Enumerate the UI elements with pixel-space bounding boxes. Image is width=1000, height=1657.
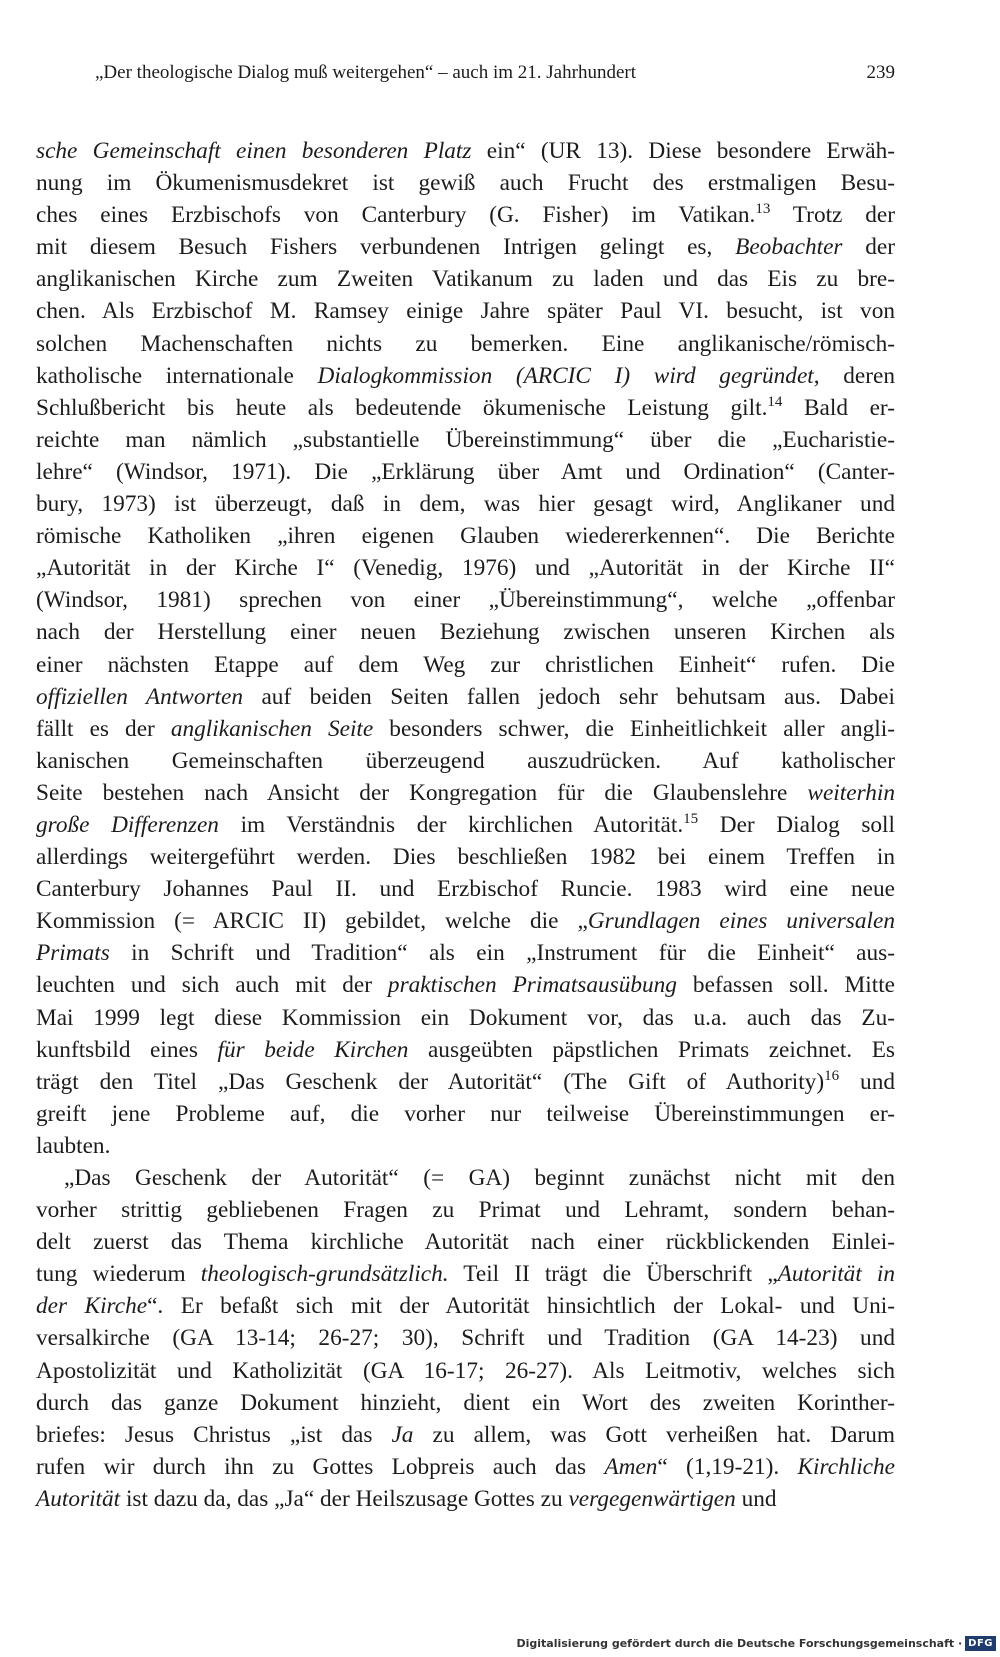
italic-text: vergegenwärtigen bbox=[568, 1485, 736, 1512]
text-segment: ches eines Erzbischofs von Canterbury (G. Fisher) im Vatikan. bbox=[36, 202, 756, 229]
italic-text: praktischen Primatsausübung bbox=[387, 972, 677, 999]
text-line bbox=[36, 905, 895, 937]
text-line bbox=[36, 841, 895, 873]
text-line bbox=[36, 424, 895, 456]
italic-text: theologisch-grundsätzlich. bbox=[200, 1261, 449, 1288]
text-segment: einer nächsten Etappe auf dem Weg zur christlichen Einheit“ rufen. Die bbox=[36, 651, 895, 678]
text-segment: delt zuerst das Thema kirchliche Autorität nach einer rückblickenden Einlei- bbox=[36, 1229, 895, 1256]
text-line bbox=[36, 135, 895, 167]
text-line bbox=[36, 1258, 895, 1290]
italic-text: Beobachter bbox=[735, 234, 843, 261]
italic-text: anglikanischen Seite bbox=[170, 715, 374, 742]
text-line bbox=[36, 1066, 895, 1098]
text-line bbox=[36, 649, 895, 681]
text-segment: lehre“ (Windsor, 1971). Die „Erklärung über Amt und Ordination“ (Canter- bbox=[36, 458, 895, 485]
text-line bbox=[36, 1322, 895, 1354]
text-line bbox=[36, 1226, 895, 1258]
footnote-ref: 14 bbox=[767, 393, 783, 410]
footnote-ref: 15 bbox=[683, 810, 699, 827]
italic-text: weiterhin bbox=[807, 779, 895, 806]
text-segment: Der Dialog soll bbox=[698, 811, 896, 838]
text-segment: solchen Machenschaften nichts zu bemerken. Eine anglikanische/römisch- bbox=[36, 330, 895, 357]
text-line bbox=[36, 584, 895, 616]
text-line bbox=[36, 1290, 895, 1322]
text-line bbox=[36, 295, 895, 327]
text-segment: fällt es der bbox=[36, 715, 171, 742]
text-segment: bury, 1973) ist überzeugt, daß in dem, was hier gesagt wird, Anglikaner und bbox=[36, 491, 895, 518]
text-line bbox=[36, 1483, 895, 1515]
text-segment: Canterbury Johannes Paul II. und Erzbischof Runcie. 1983 wird eine neue bbox=[36, 876, 895, 903]
italic-text: Kirchliche bbox=[797, 1453, 895, 1480]
footer-credit: Digitalisierung gefördert durch die Deutsche Forschungsgemeinschaft · bbox=[516, 1636, 963, 1650]
text-line bbox=[36, 199, 895, 231]
text-segment: “ (1,19-21). bbox=[657, 1453, 798, 1480]
text-segment: Teil II trägt die Überschrift „ bbox=[448, 1261, 778, 1288]
text-segment: im Verständnis der kirchlichen Autorität. bbox=[218, 811, 684, 838]
text-line bbox=[36, 1387, 895, 1419]
text-line bbox=[36, 969, 895, 1001]
text-line bbox=[36, 1451, 895, 1483]
italic-text: Dialogkommission (ARCIC I) wird gegründet bbox=[317, 362, 814, 389]
italic-text: Ja bbox=[391, 1421, 414, 1448]
text-line bbox=[36, 616, 895, 648]
text-segment: zu allem, was Gott verheißen hat. Darum bbox=[413, 1421, 895, 1448]
text-segment: laubten. bbox=[36, 1132, 111, 1159]
footer-banner bbox=[516, 1633, 996, 1653]
text-line bbox=[36, 1098, 895, 1130]
text-segment: befassen soll. Mitte bbox=[676, 972, 896, 999]
text-segment: “. Er befaßt sich mit der Autorität hinsichtlich der Lokal- und Uni- bbox=[147, 1293, 896, 1320]
text-line bbox=[36, 745, 895, 777]
text-segment: durch das ganze Dokument hinzieht, dient ein Wort des zweiten Korinther- bbox=[36, 1389, 895, 1416]
text-line bbox=[36, 1002, 895, 1034]
text-segment: Apostolizität und Katholizität (GA 16-17; 26-27). Als Leitmotiv, welches sich bbox=[36, 1357, 895, 1384]
text-segment: ist dazu da, das „Ja“ der Heilszusage Gottes zu bbox=[120, 1485, 569, 1512]
text-line bbox=[36, 1162, 895, 1194]
text-segment: Trotz der bbox=[770, 202, 895, 229]
running-title: „Der theologische Dialog muß weitergehen“ – auch im 21. Jahrhundert bbox=[95, 62, 636, 83]
text-segment: mit diesem Besuch Fishers verbundenen Intrigen gelingt es, bbox=[36, 234, 736, 261]
text-segment: in Schrift und Tradition“ als ein „Instrument für die Einheit“ aus- bbox=[109, 940, 895, 967]
text-line bbox=[36, 809, 895, 841]
text-line bbox=[36, 456, 895, 488]
italic-text: offiziellen Antworten bbox=[36, 683, 243, 710]
text-segment: (Windsor, 1981) sprechen von einer „Übereinstimmung“, welche „offenbar bbox=[36, 587, 895, 614]
dfg-logo: DFG bbox=[965, 1636, 996, 1651]
text-segment: greift jene Probleme auf, die vorher nur teilweise Übereinstimmungen er- bbox=[36, 1100, 895, 1127]
text-segment: kanischen Gemeinschaften überzeugend auszudrücken. Auf katholischer bbox=[36, 747, 895, 774]
text-segment: ausgeübten päpstlichen Primats zeichnet. Es bbox=[408, 1036, 895, 1063]
text-segment: und bbox=[839, 1068, 895, 1095]
text-segment: Kommission (= ARCIC II) gebildet, welche die „ bbox=[36, 908, 588, 935]
text-segment: „Autorität in der Kirche I“ (Venedig, 1976) und „Autorität in der Kirche II“ bbox=[36, 555, 895, 582]
text-segment: tung wiederum bbox=[36, 1261, 201, 1288]
text-line bbox=[36, 937, 895, 969]
text-segment: Seite bestehen nach Ansicht der Kongregation für die Glaubenslehre bbox=[36, 779, 808, 806]
italic-text: Grundlagen eines universalen bbox=[587, 908, 895, 935]
text-segment: kunftsbild eines bbox=[36, 1036, 218, 1063]
text-line bbox=[36, 488, 895, 520]
text-segment: vorher strittig gebliebenen Fragen zu Primat und Lehramt, sondern behan- bbox=[36, 1197, 895, 1224]
text-segment: rufen wir durch ihn zu Gottes Lobpreis auch das bbox=[36, 1453, 605, 1480]
text-segment: trägt den Titel „Das Geschenk der Autorität“ (The Gift of Authority) bbox=[36, 1068, 825, 1095]
text-line bbox=[36, 1194, 895, 1226]
text-segment: versalkirche (GA 13-14; 26-27; 30), Schrift und Tradition (GA 14-23) und bbox=[36, 1325, 895, 1352]
text-segment: auf beiden Seiten fallen jedoch sehr behutsam aus. Dabei bbox=[243, 683, 895, 710]
text-line bbox=[36, 552, 895, 584]
text-line bbox=[36, 713, 895, 745]
text-segment: katholische internationale bbox=[36, 362, 318, 389]
text-segment: nung im Ökumenismusdekret ist gewiß auch Frucht des erstmaligen Besu- bbox=[36, 170, 895, 197]
text-line bbox=[36, 360, 895, 392]
text-line bbox=[36, 873, 895, 905]
text-segment: reichte man nämlich „substantielle Übereinstimmung“ über die „Eucharistie- bbox=[36, 426, 895, 453]
text-line bbox=[36, 328, 895, 360]
italic-text: Amen bbox=[604, 1453, 658, 1480]
footnote-ref: 13 bbox=[755, 201, 771, 218]
text-segment: Schlußbericht bis heute als bedeutende ökumenische Leistung gilt. bbox=[36, 394, 768, 421]
text-line bbox=[36, 1419, 895, 1451]
text-segment: römische Katholiken „ihren eigenen Glauben wiedererkennen“. Die Berichte bbox=[36, 523, 895, 550]
text-segment: Mai 1999 legt diese Kommission ein Dokument vor, das u.a. auch das Zu- bbox=[36, 1004, 895, 1031]
text-line bbox=[36, 167, 895, 199]
page-number: 239 bbox=[866, 62, 895, 83]
text-segment: „Das Geschenk der Autorität“ (= GA) beginnt zunächst nicht mit den bbox=[64, 1165, 895, 1191]
italic-text: der Kirche bbox=[36, 1293, 148, 1320]
italic-text: sche Gemeinschaft einen besonderen Platz bbox=[36, 138, 472, 164]
text-segment: allerdings weitergeführt werden. Dies beschließen 1982 bei einem Treffen in bbox=[36, 844, 895, 871]
italic-text: große Differenzen bbox=[36, 811, 219, 838]
text-segment: briefes: Jesus Christus „ist das bbox=[36, 1421, 392, 1448]
text-line bbox=[36, 1034, 895, 1066]
text-segment: chen. Als Erzbischof M. Ramsey einige Jahre später Paul VI. besucht, ist von bbox=[36, 298, 895, 325]
italic-text: für beide Kirchen bbox=[217, 1036, 409, 1063]
text-line bbox=[36, 1355, 895, 1387]
text-segment: besonders schwer, die Einheitlichkeit aller angli- bbox=[373, 715, 895, 742]
text-segment: , deren bbox=[813, 362, 896, 389]
page-header bbox=[95, 62, 895, 90]
text-segment: leuchten und sich auch mit der bbox=[36, 972, 388, 999]
text-segment: der bbox=[842, 234, 895, 261]
text-segment: Bald er- bbox=[782, 394, 895, 421]
italic-text: Autorität bbox=[36, 1485, 121, 1512]
text-segment: anglikanischen Kirche zum Zweiten Vatikanum zu laden und das Eis zu bre- bbox=[36, 266, 895, 293]
text-line bbox=[36, 681, 895, 713]
text-line bbox=[36, 520, 895, 552]
text-segment: nach der Herstellung einer neuen Beziehung zwischen unseren Kirchen als bbox=[36, 619, 895, 646]
text-line bbox=[36, 392, 895, 424]
text-line bbox=[36, 263, 895, 295]
italic-text: Autorität in bbox=[777, 1261, 896, 1288]
text-line bbox=[36, 1130, 895, 1162]
text-segment: und bbox=[735, 1485, 777, 1512]
text-line bbox=[36, 777, 895, 809]
italic-text: Primats bbox=[36, 940, 110, 967]
body-text bbox=[36, 135, 895, 1515]
footnote-ref: 16 bbox=[824, 1067, 840, 1084]
text-line bbox=[36, 231, 895, 263]
text-segment: ein“ (UR 13). Diese besondere Erwäh- bbox=[471, 138, 895, 164]
